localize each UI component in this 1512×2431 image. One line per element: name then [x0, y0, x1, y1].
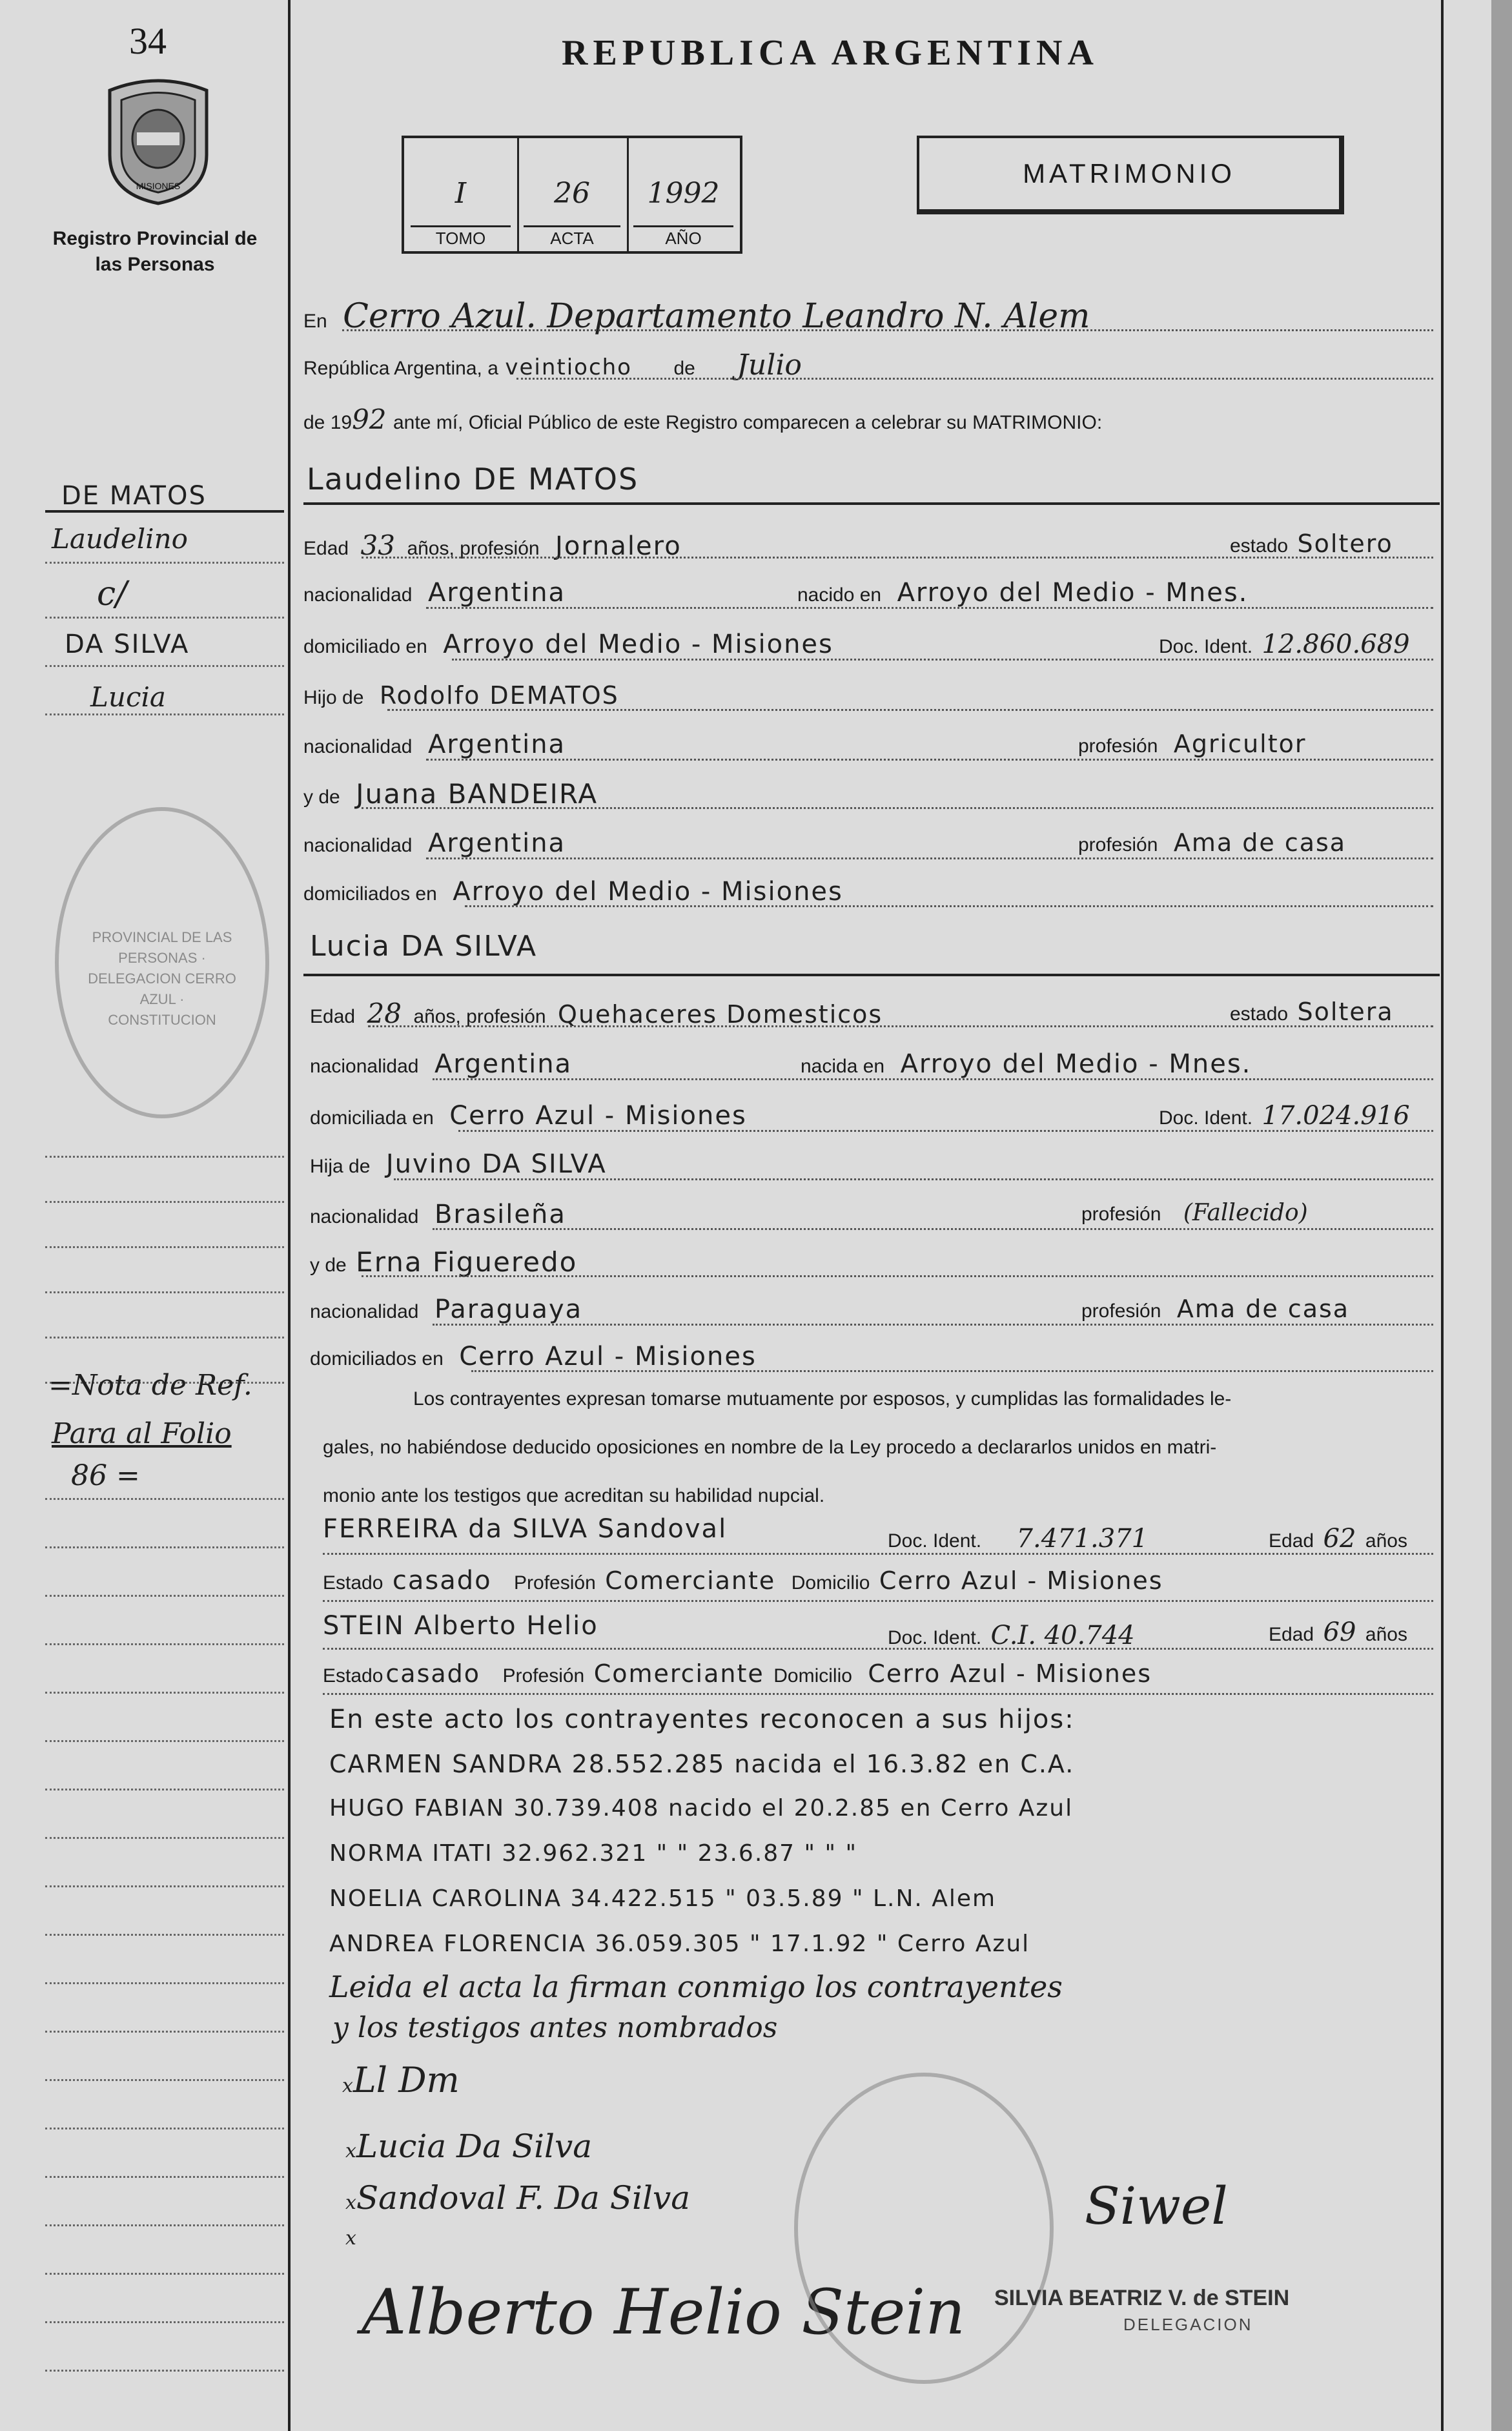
margin-line [45, 1201, 284, 1203]
groom-marital-status: Soltero [1297, 529, 1393, 558]
margin-line [45, 1643, 284, 1645]
anio-label: AÑO [665, 229, 702, 248]
margin-line [45, 2176, 284, 2178]
doc-type-box [917, 136, 1344, 214]
margin-line [45, 2031, 284, 2033]
field-line [433, 1078, 1433, 1080]
reference-note-line-1: =Nota de Ref. [48, 1369, 252, 1402]
register-box [402, 136, 742, 254]
margin-line [45, 562, 284, 564]
margin-line [45, 2224, 284, 2226]
provincial-seal-icon [97, 71, 220, 207]
bride-name: Lucia DA SILVA [310, 930, 538, 963]
signature-2: xLucia Da Silva [345, 2128, 593, 2165]
field-line [433, 1324, 1433, 1326]
margin-line [45, 1156, 284, 1158]
margin-line [45, 1692, 284, 1694]
field-line [452, 659, 1433, 661]
witness-1-name: FERREIRA da SILVA Sandoval [323, 1514, 728, 1544]
official-stamp [794, 2073, 1054, 2384]
groom-row-father-nat: nacionalidad Argentina [303, 730, 566, 759]
margin-rule [288, 0, 291, 2431]
margin-line [45, 1498, 284, 1500]
declaration-line-1: Los contrayentes expresan tomarse mutuamente por esposos, y cumplidas las formalidades le- [413, 1388, 1232, 1410]
groom-row-nationality: nacionalidad Argentina [303, 578, 566, 608]
margin-line [45, 1595, 284, 1597]
delegation-stamp [55, 807, 269, 1118]
acta-value: 26 [554, 177, 590, 210]
groom-row-parents-dom: domiciliados en Arroyo del Medio - Misiones [303, 877, 843, 907]
margin-line [45, 2079, 284, 2081]
bride-row-father: Hija de Juvino DA SILVA [310, 1149, 607, 1179]
witness-2-doc: Doc. Ident. C.I. 40.744 [888, 1621, 1135, 1650]
bride-mother-prof-row: profesión Ama de casa [1081, 1295, 1350, 1323]
bride-row-father-nat: nacionalidad Brasileña [310, 1200, 566, 1229]
annotation-line-3: HUGO FABIAN 30.739.408 nacido el 20.2.85 en Cerro Azul [329, 1795, 1074, 1821]
field-line [323, 1648, 1433, 1650]
margin-line [45, 665, 284, 667]
signature-3: xSandoval F. Da Silva [345, 2179, 691, 2217]
bride-mother-nationality: Paraguaya [434, 1295, 583, 1324]
bride-marital-status: Soltera [1297, 998, 1394, 1026]
annotation-line-8: y los testigos antes nombrados [332, 2011, 778, 2044]
bride-father-prof-row: profesión (Fallecido) [1081, 1200, 1308, 1226]
groom-father-nationality: Argentina [427, 730, 566, 759]
witness-1-doc-id: 7.471.371 [1016, 1524, 1149, 1554]
groom-row-mother: y de Juana BANDEIRA [303, 778, 598, 810]
witness-1-profession: Comerciante [605, 1566, 776, 1595]
bride-status: estado Soltera [1230, 998, 1394, 1026]
groom-row-age: Edad 33 años, profesión Jornalero [303, 529, 682, 561]
intro-statement: ante mí, Oficial Público de este Registro comparecen a celebrar su MATRIMONIO: [393, 412, 1103, 433]
registry-name: Registro Provincial de las Personas [52, 228, 258, 275]
groom-age: 33 [360, 529, 395, 561]
groom-parents-domicile: Arroyo del Medio - Misiones [453, 877, 843, 907]
field-line [426, 759, 1433, 761]
groom-domicile: Arroyo del Medio - Misiones [443, 630, 833, 659]
doc-type-title: MATRIMONIO [1023, 158, 1236, 189]
witness-2-age-value: 69 [1323, 1617, 1356, 1647]
groom-doc-id: 12.860.689 [1262, 630, 1410, 659]
margin-line [45, 1740, 284, 1742]
field-line [362, 807, 1433, 809]
place-value: Cerro Azul. Departamento Leandro N. Alem [343, 297, 1090, 336]
stamp-text: PROVINCIAL DE LAS PERSONAS · DELEGACION CERRO AZUL · CONSTITUCION [88, 929, 236, 1028]
margin-line [45, 617, 284, 619]
bride-profession: Quehaceres Domesticos [558, 1000, 883, 1029]
bride-name-rule [303, 974, 1440, 976]
field-line [368, 1025, 1433, 1027]
intro-line-2 [303, 349, 802, 382]
bride-doc-id: 17.024.916 [1262, 1101, 1410, 1131]
page-number: 34 [129, 20, 167, 62]
margin-line [45, 1789, 284, 1790]
bride-row-age: Edad 28 años, profesión Quehaceres Domesticos [310, 998, 883, 1029]
bride-domicile: Cerro Azul - Misiones [449, 1101, 747, 1131]
bride-father-name: Juvino DA SILVA [385, 1149, 607, 1179]
margin-line [45, 713, 284, 715]
groom-name: Laudelino DE MATOS [307, 462, 639, 497]
groom-profession: Jornalero [555, 531, 682, 561]
groom-name-rule [303, 502, 1440, 505]
bride-father-nationality: Brasileña [434, 1200, 566, 1229]
annotation-line-5: NOELIA CAROLINA 34.422.515 " 03.5.89 " L.N. Alem [329, 1885, 997, 1912]
bride-father-profession: (Fallecido) [1183, 1200, 1308, 1226]
bride-mother-profession: Ama de casa [1176, 1295, 1350, 1323]
reference-note-line-2: Para al Folio [52, 1417, 232, 1450]
bride-doc-row: Doc. Ident. 17.024.916 [1159, 1101, 1410, 1131]
year-suffix: 92 [352, 404, 387, 435]
signature-3-text: Sandoval F. Da Silva [356, 2179, 691, 2217]
witness-2-name: STEIN Alberto Helio [323, 1611, 598, 1641]
margin-line [45, 1837, 284, 1839]
acta-label: ACTA [550, 229, 594, 248]
groom-row-father: Hijo de Rodolfo DEMATOS [303, 681, 619, 710]
margin-note-surname-groom: DE MATOS [61, 481, 207, 511]
annotation-line-4: NORMA ITATI 32.962.321 " " 23.6.87 " " " [329, 1840, 858, 1867]
country-title: REPUBLICA ARGENTINA [562, 33, 1099, 73]
groom-father-name: Rodolfo DEMATOS [379, 681, 619, 710]
bride-parents-domicile: Cerro Azul - Misiones [459, 1342, 757, 1371]
tomo-label: TOMO [435, 229, 486, 248]
groom-birthplace: Arroyo del Medio - Mnes. [897, 578, 1249, 608]
field-line [516, 378, 1433, 380]
annotation-line-1: En este acto los contrayentes reconocen a sus hijos: [329, 1705, 1075, 1734]
witness-1-doc: Doc. Ident. 7.471.371 [888, 1524, 1149, 1554]
margin-note-name-groom: Laudelino [52, 523, 188, 555]
groom-birthplace-row: nacido en Arroyo del Medio - Mnes. [797, 578, 1249, 608]
witness-1-age: Edad 62 años [1269, 1524, 1407, 1554]
groom-row-domicile: domiciliado en Arroyo del Medio - Misiones [303, 630, 833, 659]
witness-1-row-2: Estado casado Profesión Comerciante Domicilio Cerro Azul - Misiones [323, 1566, 1163, 1595]
field-line [471, 1370, 1433, 1372]
official-name: SILVIA BEATRIZ V. de STEIN [994, 2286, 1290, 2310]
right-edge-rule [1441, 0, 1444, 2431]
margin-line [45, 1885, 284, 1887]
bride-birthplace: Arroyo del Medio - Mnes. [900, 1049, 1252, 1079]
witness-2-row-1 [323, 1611, 598, 1641]
witness-2-status: casado [385, 1659, 481, 1688]
groom-status: estado Soltero [1230, 529, 1393, 558]
anio-cell [627, 138, 740, 251]
anio-value: 1992 [647, 177, 720, 210]
margin-line [45, 1934, 284, 1936]
bride-row-mother-nat: nacionalidad Paraguaya [310, 1295, 583, 1324]
margin-note-surname-bride: DA SILVA [65, 630, 190, 659]
bride-row-domicile: domiciliada en Cerro Azul - Misiones [310, 1101, 747, 1131]
groom-mother-prof-row: profesión Ama de casa [1078, 828, 1347, 857]
bride-row-mother: y de Erna Figueredo [310, 1246, 578, 1278]
official-title: DELEGACION [1123, 2315, 1253, 2334]
field-line [426, 857, 1433, 859]
groom-father-prof-row: profesión Agricultor [1078, 730, 1307, 758]
witness-2-row-2: Estado casado Profesión Comerciante Domicilio Cerro Azul - Misiones [323, 1659, 1152, 1688]
year-prefix: de 19 [303, 412, 352, 433]
groom-mother-profession: Ama de casa [1173, 828, 1347, 857]
signature-2-text: Lucia Da Silva [356, 2128, 593, 2165]
signature-1: xLl Dm [342, 2060, 460, 2100]
bride-row-nationality: nacionalidad Argentina [310, 1049, 573, 1079]
bride-row-parents-dom: domiciliados en Cerro Azul - Misiones [310, 1342, 757, 1371]
witness-1-domicile: Cerro Azul - Misiones [879, 1566, 1163, 1595]
official-signature: Siwel [1085, 2176, 1228, 2236]
groom-father-profession: Agricultor [1173, 730, 1307, 758]
margin-line [45, 1546, 284, 1548]
field-line [342, 329, 1433, 331]
witness-2-profession: Comerciante [593, 1659, 764, 1688]
signature-5-text: Alberto Helio Stein [362, 2276, 966, 2348]
reference-note-line-3: 86 = [71, 1459, 140, 1492]
groom-row-mother-nat: nacionalidad Argentina [303, 828, 566, 858]
witness-1-row-1 [323, 1514, 727, 1544]
margin-line [45, 2128, 284, 2129]
signature-4: x [345, 2227, 356, 2250]
witness-2-domicile: Cerro Azul - Misiones [868, 1659, 1152, 1688]
bride-birthplace-row: nacida en Arroyo del Medio - Mnes. [801, 1049, 1252, 1079]
field-line [323, 1600, 1433, 1602]
field-line [394, 1178, 1433, 1180]
margin-note-name-bride: Lucia [90, 681, 166, 713]
margin-line [45, 1337, 284, 1339]
margin-line [45, 2321, 284, 2323]
field-line [465, 905, 1433, 907]
groom-mother-name: Juana BANDEIRA [356, 778, 598, 810]
svg-text:MISIONES: MISIONES [136, 181, 181, 191]
field-line [387, 709, 1433, 711]
margin-line [45, 2273, 284, 2275]
field-line [362, 1275, 1433, 1277]
republic-label: República Argentina, a [303, 358, 498, 379]
de-label: de [673, 358, 695, 379]
acta-cell [517, 138, 629, 251]
field-line [426, 607, 1433, 609]
declaration-line-3: monio ante los testigos que acreditan su habilidad nupcial. [323, 1485, 825, 1506]
groom-mother-nationality: Argentina [427, 828, 566, 858]
margin-line [45, 2370, 284, 2372]
margin-line [45, 1246, 284, 1248]
margin-note-connector: c/ [97, 575, 127, 613]
tomo-value: I [455, 177, 467, 210]
groom-nationality: Argentina [427, 578, 566, 608]
day-value: veintiocho [505, 354, 632, 380]
witness-1-status: casado [392, 1566, 492, 1595]
annotation-line-7: Leida el acta la firman conmigo los contrayentes [329, 1969, 1063, 2004]
declaration-line-2: gales, no habiéndose deducido oposiciones en nombre de la Ley procedo a declararlos unidos en matri- [323, 1437, 1217, 1458]
witness-2-doc-id: C.I. 40.744 [990, 1621, 1135, 1650]
field-line [458, 1130, 1433, 1132]
margin-line [45, 1982, 284, 1984]
witness-1-age-value: 62 [1323, 1524, 1356, 1554]
bride-nationality: Argentina [434, 1049, 573, 1079]
margin-line [45, 1291, 284, 1293]
bride-age: 28 [367, 998, 402, 1029]
signature-1-text: Ll Dm [352, 2060, 460, 2100]
field-line [323, 1553, 1433, 1555]
groom-doc-row: Doc. Ident. 12.860.689 [1159, 630, 1410, 659]
witness-2-age: Edad 69 años [1269, 1617, 1407, 1647]
annotation-line-2: CARMEN SANDRA 28.552.285 nacida el 16.3.82 en C.A. [329, 1750, 1075, 1778]
field-line [323, 1693, 1433, 1695]
bride-mother-name: Erna Figueredo [356, 1246, 578, 1278]
month-value: Julio [737, 349, 802, 382]
annotation-line-6: ANDREA FLORENCIA 36.059.305 " 17.1.92 " Cerro Azul [329, 1931, 1030, 1957]
field-line [362, 557, 1433, 559]
intro-line-3 [303, 404, 1102, 435]
field-line [433, 1228, 1433, 1230]
tomo-cell [404, 138, 519, 251]
en-label: En [303, 311, 327, 332]
